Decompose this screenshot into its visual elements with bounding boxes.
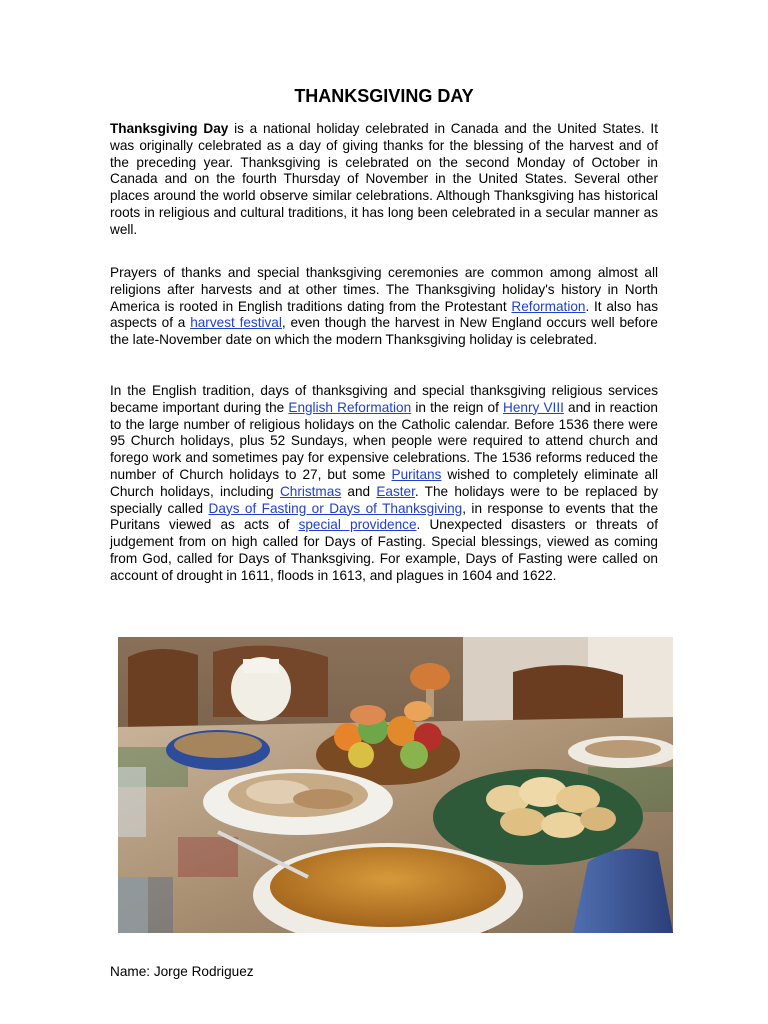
link-english-reformation[interactable]: English Reformation bbox=[288, 399, 412, 415]
thanksgiving-table-photo bbox=[118, 637, 673, 933]
photo-illustration bbox=[118, 637, 673, 933]
paragraph-text: and in reaction to the large number of religious holidays on the Catholic calendar. Before 1536 there were 95 Church holidays, plus 52 Sundays, when people were required to attend church and forego work and sometimes pay for expensive celebrations. The 1536 reforms reduced the number of Church holidays to 27, but some bbox=[110, 399, 658, 482]
paragraph-text: In the English tradition, days of thanksgiving and special thanksgiving religious services became important during the bbox=[110, 383, 658, 415]
link-christmas[interactable]: Christmas bbox=[279, 483, 342, 499]
paragraph-text: , even though the harvest in New England occurs well before the late-November date on which the modern Thanksgiving holiday is celebrated. bbox=[110, 315, 658, 348]
link-special-providence[interactable]: special providence bbox=[298, 517, 417, 533]
paragraph-text: wished to completely eliminate all Church holidays, including bbox=[110, 466, 658, 499]
link-reformation[interactable]: Reformation bbox=[511, 298, 586, 314]
author-name: Name: Jorge Rodriguez bbox=[110, 964, 254, 979]
paragraph-intro bbox=[110, 121, 658, 239]
paragraph-english-tradition bbox=[110, 383, 658, 585]
page-title: THANKSGIVING DAY bbox=[294, 86, 474, 106]
link-easter[interactable]: Easter bbox=[376, 483, 415, 499]
link-harvest-festival[interactable]: harvest festival bbox=[190, 315, 282, 331]
paragraph-text: . The holidays were to be replaced by specially called bbox=[110, 483, 658, 516]
link-days-of-fasting[interactable]: Days of Fasting or Days of Thanksgiving bbox=[208, 500, 463, 516]
paragraph-text: Prayers of thanks and special thanksgiving ceremonies are common among almost all religions after harvests and at other times. The Thanksgiving holiday's history in North America is rooted in English traditions dating from the Protestant bbox=[110, 265, 658, 314]
paragraph-text: is a national holiday celebrated in Canada and the United States. It was originally celebrated as a day of giving thanks for the blessing of the harvest and of the preceding year. Thanksgiving is celebrated on the second Monday of October in Canada and on the fourth Thursday of November in the United States. Several other places around the world observe similar celebrations. Although Thanksgiving has historical roots in religious and cultural traditions, it has long been celebrated in a secular manner as well. bbox=[110, 121, 658, 237]
paragraph-text: , in response to events that the Puritans viewed as acts of bbox=[110, 500, 659, 533]
lead-term: Thanksgiving Day bbox=[110, 121, 229, 136]
paragraph-text: . It also has aspects of a bbox=[110, 298, 658, 331]
link-henry-viii[interactable]: Henry VIII bbox=[503, 399, 564, 415]
paragraph-history bbox=[110, 265, 658, 349]
paragraph-text: in the reign of bbox=[411, 399, 504, 415]
paragraph-text: and bbox=[341, 483, 377, 499]
paragraph-text: . Unexpected disasters or threats of judgement from on high called for Days of Fasting. Special blessings, viewed as coming from God, called for Days of Thanksgiving. For example, Days of Fasting were called on account of drought in 1611, floods in 1613, and plagues in 1604 and 1622. bbox=[110, 517, 658, 583]
link-puritans[interactable]: Puritans bbox=[391, 466, 442, 482]
